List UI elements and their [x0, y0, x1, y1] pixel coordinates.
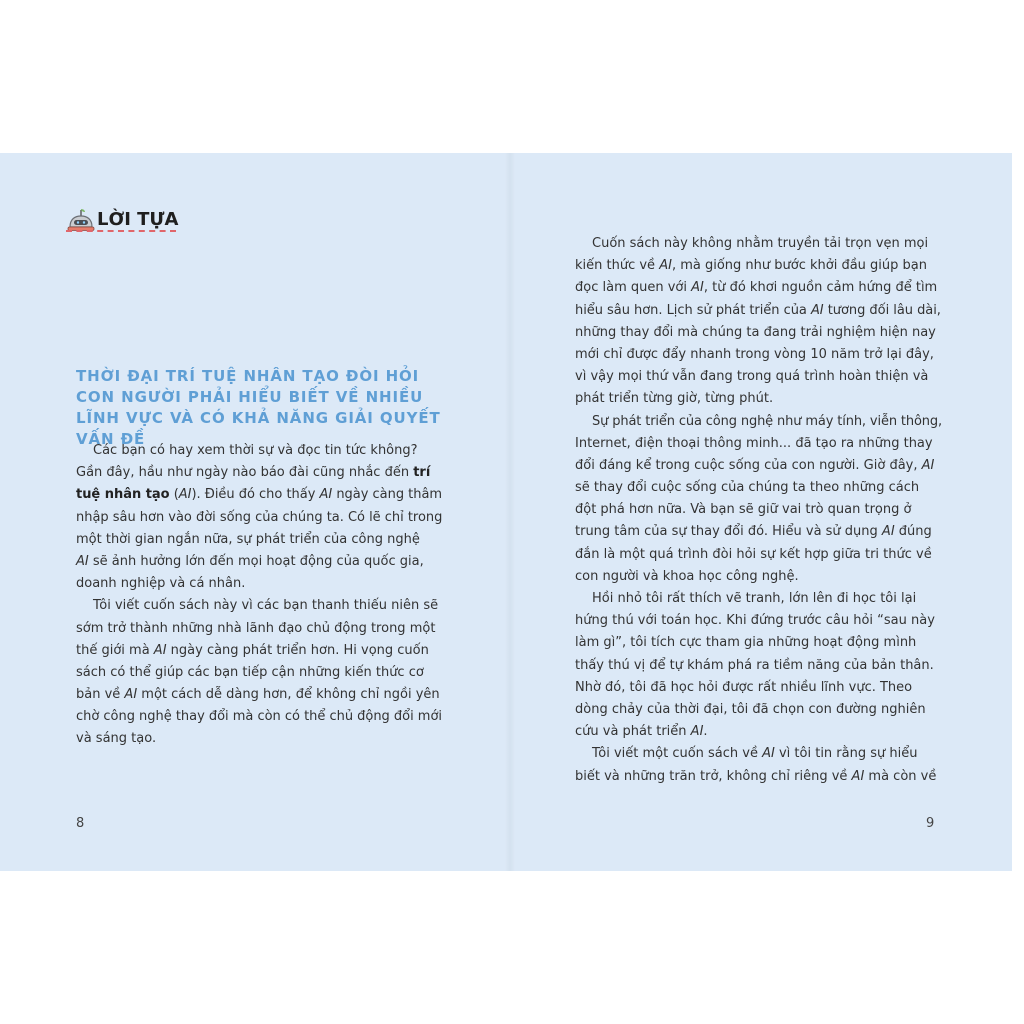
text-line: đắn là một quá trình đòi hỏi sự kết hợp giữa tri thức về [575, 546, 932, 562]
text-line: dòng chảy của thời đại, tôi đã chọn con đường nghiên [575, 701, 926, 717]
text-line: phát triển từng giờ, từng phút. [575, 391, 774, 407]
section-title: LỜI TỰA [97, 209, 179, 230]
text-line: thấy thú vị để tự khám phá ra tiềm năng của bản thân. [575, 657, 934, 673]
text-line: Internet, điện thoại thông minh... đã tạo ra những thay [575, 435, 933, 451]
heading-line: CON NGƯỜI PHẢI HIỂU BIẾT VỀ NHIỀU [76, 388, 424, 406]
chapter-heading [76, 366, 456, 450]
text-line: tuệ nhân tạo (AI). Điều đó cho thấy AI ngày càng thâm [76, 487, 443, 503]
text-line: chờ công nghệ thay đổi mà còn có thể chủ động đổi mới [76, 709, 442, 725]
text-line: thế giới mà AI ngày càng phát triển hơn. Hi vọng cuốn [76, 642, 429, 658]
text-line: một thời gian ngắn nữa, sự phát triển của công nghệ [76, 531, 420, 547]
text-line: bản về AI một cách dễ dàng hơn, để không chỉ ngồi yên [76, 687, 440, 703]
text-line: Tôi viết một cuốn sách về AI vì tôi tin rằng sự hiểu [592, 746, 918, 762]
text-line: sẽ thay đổi cuộc sống của chúng ta theo những cách [575, 480, 920, 496]
text-line: hiểu sâu hơn. Lịch sử phát triển của AI tương đối lâu dài, [575, 302, 941, 318]
text-line: con người và khoa học công nghệ. [575, 568, 799, 584]
text-line: đọc làm quen với AI, từ đó khơi nguồn cảm hứng để tìm [575, 280, 938, 296]
page-number-left: 8 [76, 816, 85, 831]
heading-line: LĨNH VỰC VÀ CÓ KHẢ NĂNG GIẢI QUYẾT [76, 409, 441, 427]
text-line: AI sẽ ảnh hưởng lớn đến mọi hoạt động của quốc gia, [76, 553, 424, 569]
text-line: kiến thức về AI, mà giống như bước khởi đầu giúp bạn [575, 258, 927, 274]
heading-line: VẤN ĐỀ [76, 430, 146, 448]
text-line: mới chỉ được đẩy nhanh trong vòng 10 năm trở lại đây, [575, 346, 934, 362]
left-page-body [76, 440, 442, 751]
text-line: những thay đổi mà chúng ta đang trải nghiệm hiện nay [575, 324, 936, 340]
text-line: doanh nghiệp và cá nhân. [76, 576, 246, 592]
text-line: và sáng tạo. [76, 731, 157, 747]
heading-line: THỜI ĐẠI TRÍ TUỆ NHÂN TẠO ĐÒI HỎI [76, 367, 420, 385]
text-line: sách có thể giúp các bạn tiếp cận những kiến thức cơ [76, 664, 424, 680]
text-line: Nhờ đó, tôi đã học hỏi được rất nhiều lĩnh vực. Theo [575, 679, 913, 695]
text-line: Các bạn có hay xem thời sự và đọc tin tức không? [93, 443, 418, 458]
text-line: Gần đây, hầu như ngày nào báo đài cũng nhắc đến trí [76, 465, 431, 481]
text-line: sớm trở thành những nhà lãnh đạo chủ động trong một [76, 620, 436, 636]
text-line: biết và những trăn trở, không chỉ riêng về AI mà còn về [575, 768, 937, 784]
text-line: đổi đáng kể trong cuộc sống của con người. Giờ đây, AI [575, 457, 935, 473]
text-line: đột phá hơn nữa. Và bạn sẽ giữ vai trò quan trọng ở [575, 502, 912, 518]
page-gutter [505, 153, 515, 871]
text-line: trung tâm của sự thay đổi đó. Hiểu và sử dụng AI đúng [575, 524, 932, 540]
right-page-body [575, 233, 941, 788]
text-line: Hồi nhỏ tôi rất thích vẽ tranh, lớn lên đi học tôi lại [592, 591, 917, 606]
book-spread [0, 153, 1012, 871]
text-line: vì vậy mọi thứ vẫn đang trong quá trình hoàn thiện và [575, 369, 929, 385]
bold-term: trí [413, 465, 431, 481]
bold-term: tuệ nhân tạo [76, 487, 170, 503]
text-line: nhập sâu hơn vào đời sống của chúng ta. Có lẽ chỉ trong [76, 509, 443, 525]
text-line: Tôi viết cuốn sách này vì các bạn thanh thiếu niên sẽ [93, 598, 439, 614]
text-line: Cuốn sách này không nhằm truyền tải trọn vẹn mọi [592, 236, 929, 251]
text-line: làm gì”, tôi tích cực tham gia những hoạt động mình [575, 635, 917, 651]
section-title-underline [66, 230, 176, 232]
text-line: Sự phát triển của công nghệ như máy tính, viễn thông, [592, 413, 943, 429]
text-line: hứng thú với toán học. Khi đứng trước câu hỏi “sau này [575, 613, 935, 629]
page-number-right: 9 [926, 816, 935, 831]
text-line: cứu và phát triển AI. [575, 724, 708, 740]
